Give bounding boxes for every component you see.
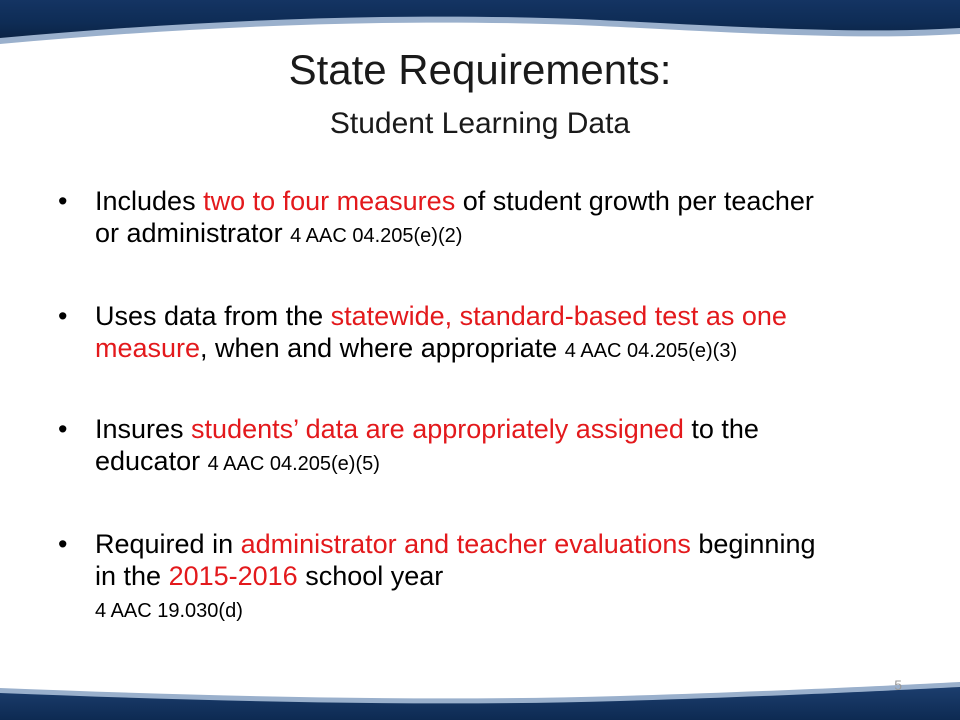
bullet-item bbox=[58, 185, 838, 252]
bullet-highlight: two to four measures bbox=[203, 186, 456, 216]
bullet-item bbox=[58, 528, 838, 627]
slide-title: State Requirements: bbox=[288, 46, 672, 93]
bullet-text: school year bbox=[297, 561, 444, 591]
bullet-text: of student growth per teacher or administrator bbox=[95, 186, 814, 248]
bullet-list bbox=[58, 185, 838, 675]
bullet-item bbox=[58, 300, 838, 367]
bullet-text: Required in bbox=[95, 529, 241, 559]
bullet-citation: 4 AAC 04.205(e)(2) bbox=[290, 225, 463, 247]
bullet-item bbox=[58, 413, 838, 480]
bullet-highlight: statewide, standard-based test as one measure bbox=[95, 301, 787, 363]
slide-subtitle: Student Learning Data bbox=[329, 107, 631, 140]
bullet-citation: 4 AAC 04.205(e)(5) bbox=[207, 453, 380, 475]
bullet-highlight: administrator and teacher evaluations bbox=[240, 529, 691, 559]
bullet-citation: 4 AAC 19.030(d) bbox=[95, 600, 243, 622]
slide-number: 5 bbox=[894, 677, 902, 693]
bullet-text: , when and where appropriate bbox=[200, 333, 565, 363]
bullet-highlight: 2015-2016 bbox=[168, 561, 298, 591]
bullet-text: Uses data from the bbox=[95, 301, 331, 331]
bullet-text: Insures bbox=[95, 414, 192, 444]
bullet-highlight: students’ data are appropriately assigned bbox=[191, 414, 684, 444]
bullet-text: beginning in the bbox=[95, 529, 816, 591]
bullet-text: to the educator bbox=[95, 414, 759, 476]
bullet-text: Includes bbox=[95, 186, 204, 216]
bullet-citation: 4 AAC 04.205(e)(3) bbox=[564, 340, 738, 362]
